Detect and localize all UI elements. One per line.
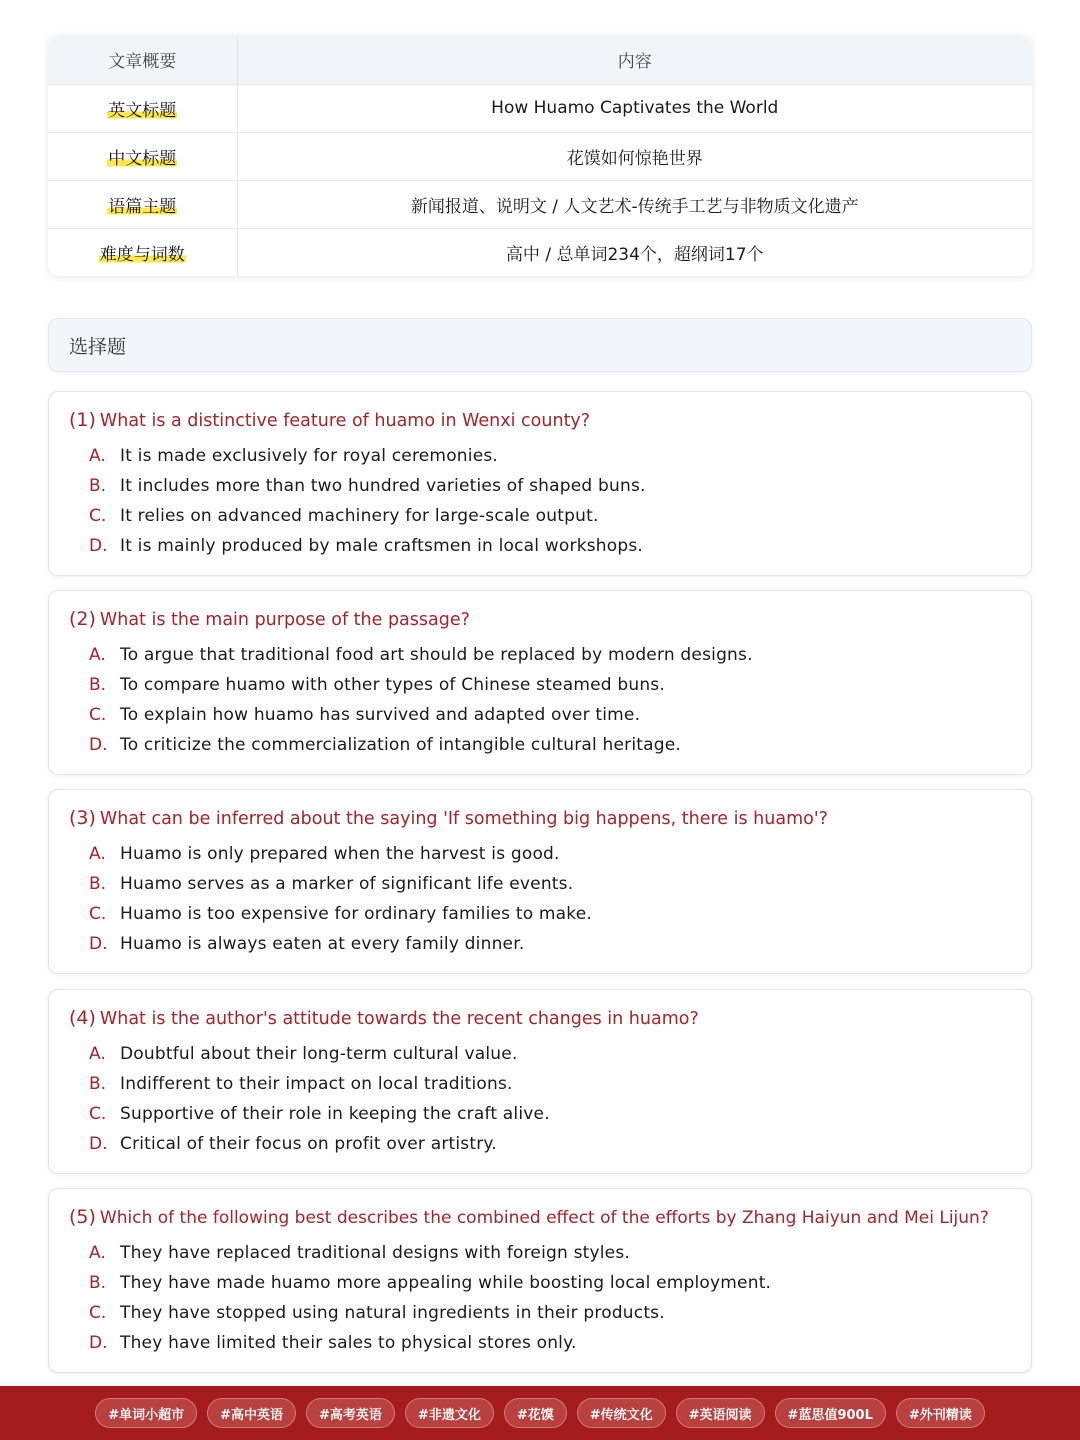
option-letter: D.	[89, 735, 108, 755]
question-card	[48, 1188, 1032, 1373]
section-title: 选择题	[48, 318, 1032, 372]
option-c[interactable]	[89, 501, 1011, 531]
option-text: Huamo is only prepared when the harvest is good.	[120, 844, 560, 864]
hashtag-tag[interactable]: #高考英语	[306, 1398, 395, 1428]
summary-label: 英文标题	[108, 100, 177, 121]
option-text: To explain how huamo has survived and adapted over time.	[120, 705, 641, 725]
question-number: (4)	[69, 1007, 96, 1029]
hashtag-tag[interactable]: #花馍	[504, 1398, 567, 1428]
option-text: Huamo is always eaten at every family dinner.	[120, 934, 525, 954]
option-letter: C.	[89, 506, 107, 526]
option-d[interactable]	[89, 1328, 1011, 1358]
option-c[interactable]	[89, 700, 1011, 730]
option-b[interactable]	[89, 869, 1011, 899]
option-letter: C.	[89, 705, 107, 725]
option-b[interactable]	[89, 1069, 1011, 1099]
option-letter: B.	[89, 675, 107, 695]
option-text: Huamo serves as a marker of significant life events.	[120, 874, 574, 894]
option-text: It is mainly produced by male craftsmen in local workshops.	[120, 536, 644, 556]
option-letter: B.	[89, 476, 107, 496]
hashtag-tag[interactable]: #单词小超市	[95, 1398, 197, 1428]
hashtag-tag[interactable]: #非遗文化	[405, 1398, 494, 1428]
summary-value: 新闻报道、说明文 / 人文艺术-传统手工艺与非物质文化遗产	[237, 180, 1032, 228]
question-card	[48, 989, 1032, 1174]
option-a[interactable]	[89, 1039, 1011, 1069]
option-c[interactable]	[89, 1298, 1011, 1328]
summary-label: 中文标题	[108, 148, 177, 169]
option-list	[69, 441, 1011, 561]
question-text	[69, 607, 1011, 632]
option-list	[69, 1238, 1011, 1358]
question-stem: What is a distinctive feature of huamo in Wenxi county?	[99, 411, 591, 431]
summary-header-label: 文章概要	[48, 36, 237, 84]
question-text	[69, 806, 1011, 831]
option-letter: A.	[89, 446, 106, 466]
summary-label: 语篇主题	[108, 196, 177, 217]
summary-row-english-title	[48, 84, 1032, 132]
option-letter: C.	[89, 1303, 107, 1323]
summary-label: 难度与词数	[99, 244, 185, 265]
question-number: (3)	[69, 807, 96, 829]
question-stem: What is the author's attitude towards the recent changes in huamo?	[99, 1009, 699, 1029]
summary-value: How Huamo Captivates the World	[237, 84, 1032, 132]
option-text: Supportive of their role in keeping the craft alive.	[120, 1104, 550, 1124]
option-a[interactable]	[89, 1238, 1011, 1268]
option-letter: A.	[89, 1044, 106, 1064]
article-summary-table	[48, 36, 1032, 276]
question-card	[48, 590, 1032, 775]
option-text: It relies on advanced machinery for large-scale output.	[120, 506, 599, 526]
question-number: (1)	[69, 409, 96, 431]
option-letter: A.	[89, 645, 106, 665]
option-text: They have made huamo more appealing while boosting local employment.	[120, 1273, 772, 1293]
option-list	[69, 839, 1011, 959]
option-letter: D.	[89, 536, 108, 556]
question-stem: What is the main purpose of the passage?	[99, 610, 470, 630]
question-number: (2)	[69, 608, 96, 630]
option-text: Doubtful about their long-term cultural value.	[120, 1044, 518, 1064]
option-c[interactable]	[89, 899, 1011, 929]
summary-row-difficulty	[48, 228, 1032, 276]
hashtag-tag[interactable]: #外刊精读	[896, 1398, 985, 1428]
summary-row-chinese-title	[48, 132, 1032, 180]
option-d[interactable]	[89, 531, 1011, 561]
hashtag-tag[interactable]: #传统文化	[577, 1398, 666, 1428]
question-text	[69, 1006, 1011, 1031]
option-d[interactable]	[89, 1129, 1011, 1159]
option-c[interactable]	[89, 1099, 1011, 1129]
option-letter: D.	[89, 1333, 108, 1353]
option-b[interactable]	[89, 670, 1011, 700]
option-letter: B.	[89, 1273, 107, 1293]
option-letter: A.	[89, 1243, 106, 1263]
hashtag-tag[interactable]: #蓝思值900L	[775, 1398, 886, 1428]
option-letter: D.	[89, 934, 108, 954]
question-stem: Which of the following best describes the combined effect of the efforts by Zhang Haiyun and Mei Lijun?	[99, 1208, 989, 1228]
option-text: To argue that traditional food art should be replaced by modern designs.	[120, 645, 753, 665]
option-text: Critical of their focus on profit over artistry.	[120, 1134, 497, 1154]
option-a[interactable]	[89, 441, 1011, 471]
option-d[interactable]	[89, 730, 1011, 760]
option-text: To compare huamo with other types of Chinese steamed buns.	[120, 675, 665, 695]
option-text: It includes more than two hundred varieties of shaped buns.	[120, 476, 646, 496]
question-card	[48, 391, 1032, 576]
summary-value: 高中 / 总单词234个，超纲词17个	[505, 244, 764, 265]
option-text: They have replaced traditional designs with foreign styles.	[120, 1243, 631, 1263]
option-text: Huamo is too expensive for ordinary families to make.	[120, 904, 592, 924]
option-letter: B.	[89, 1074, 107, 1094]
summary-header-content: 内容	[237, 36, 1032, 84]
question-number: (5)	[69, 1206, 96, 1228]
summary-header-row	[48, 36, 1032, 84]
summary-row-topic	[48, 180, 1032, 228]
option-list	[69, 1039, 1011, 1159]
option-letter: D.	[89, 1134, 108, 1154]
option-list	[69, 640, 1011, 760]
option-text: They have limited their sales to physical stores only.	[120, 1333, 577, 1353]
option-text: It is made exclusively for royal ceremonies.	[120, 446, 499, 466]
option-letter: A.	[89, 844, 106, 864]
hashtag-tag[interactable]: #高中英语	[207, 1398, 296, 1428]
option-a[interactable]	[89, 640, 1011, 670]
question-text	[69, 408, 1011, 433]
option-b[interactable]	[89, 1268, 1011, 1298]
option-text: To criticize the commercialization of intangible cultural heritage.	[120, 735, 682, 755]
summary-value: 花馍如何惊艳世界	[237, 132, 1032, 180]
option-d[interactable]	[89, 929, 1011, 959]
question-card	[48, 789, 1032, 974]
option-letter: C.	[89, 904, 107, 924]
option-text: Indifferent to their impact on local traditions.	[120, 1074, 513, 1094]
option-letter: B.	[89, 874, 107, 894]
option-b[interactable]	[89, 471, 1011, 501]
question-stem: What can be inferred about the saying 'If something big happens, there is huamo'?	[99, 809, 828, 829]
question-text	[69, 1205, 1011, 1230]
option-text: They have stopped using natural ingredients in their products.	[120, 1303, 665, 1323]
hashtag-footer	[0, 1386, 1080, 1440]
hashtag-tag[interactable]: #英语阅读	[676, 1398, 765, 1428]
option-a[interactable]	[89, 839, 1011, 869]
option-letter: C.	[89, 1104, 107, 1124]
